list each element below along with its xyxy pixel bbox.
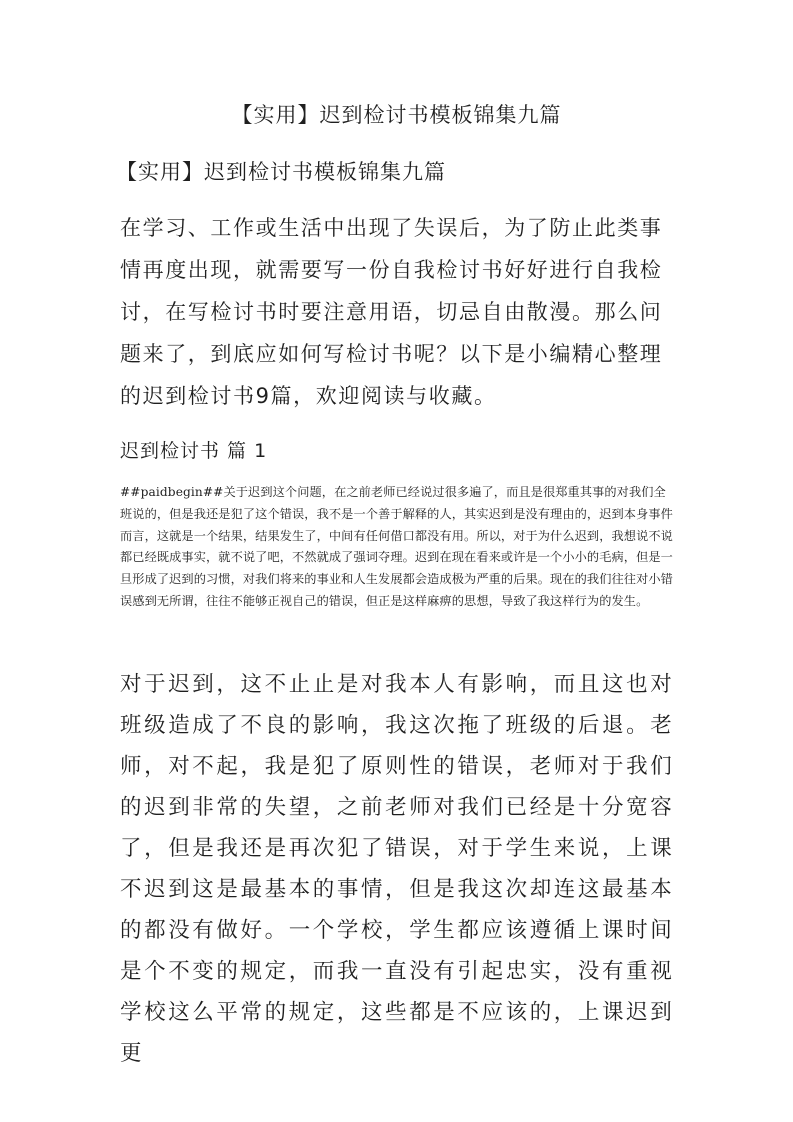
document-subtitle: 【实用】迟到检讨书模板锦集九篇 [116,160,446,184]
small-paragraph: ##paidbegin##关于迟到这个问题，在之前老师已经说过很多遍了，而且是很郑重其事的对我们全班说的，但是我还是犯了这个错误，我不是一个善于解释的人，其实迟到是没有理由的，迟到本身事件而言，这就是一个结果，结果发生了，中间有任何借口都没有用。所以，对于为什么迟到，我想说不说都已经既成事实，就不说了吧，不然就成了强词夺理。迟到在现在看来或许是一个小小的毛病，但是一旦形成了迟到的习惯，对我们将来的事业和人生发展都会造成极为严重的后果。现在的我们往往对小错误感到无所谓，往往不能够正视自己的错误，但正是这样麻痹的思想，导致了我这样行为的发生。 [120,485,673,608]
section-heading: 迟到检讨书 篇 1 [120,440,268,462]
intro-paragraph: 在学习、工作或生活中出现了失误后，为了防止此类事情再度出现，就需要写一份自我检讨书好好进行自我检讨，在写检讨书时要注意用语，切忌自由散漫。那么问题来了，到底应如何写检讨书呢？以下是小编精心整理的迟到检讨书9篇，欢迎阅读与收藏。 [120,216,663,408]
body-paragraph: 对于迟到，这不止止是对我本人有影响，而且这也对班级造成了不良的影响，我这次拖了班级的后退。老师，对不起，我是犯了原则性的错误，老师对于我们的迟到非常的失望，之前老师对我们已经是十分宽容了，但是我还是再次犯了错误，对于学生来说，上课不迟到这是最基本的事情，但是我这次却连这最基本的都没有做好。一个学校，学生都应该遵循上课时间是个不变的规定，而我一直没有引起忠实，没有重视学校这么平常的规定，这些都是不应该的，上课迟到更 [120,672,675,1066]
document-title: 【实用】迟到检讨书模板锦集九篇 [231,103,562,127]
